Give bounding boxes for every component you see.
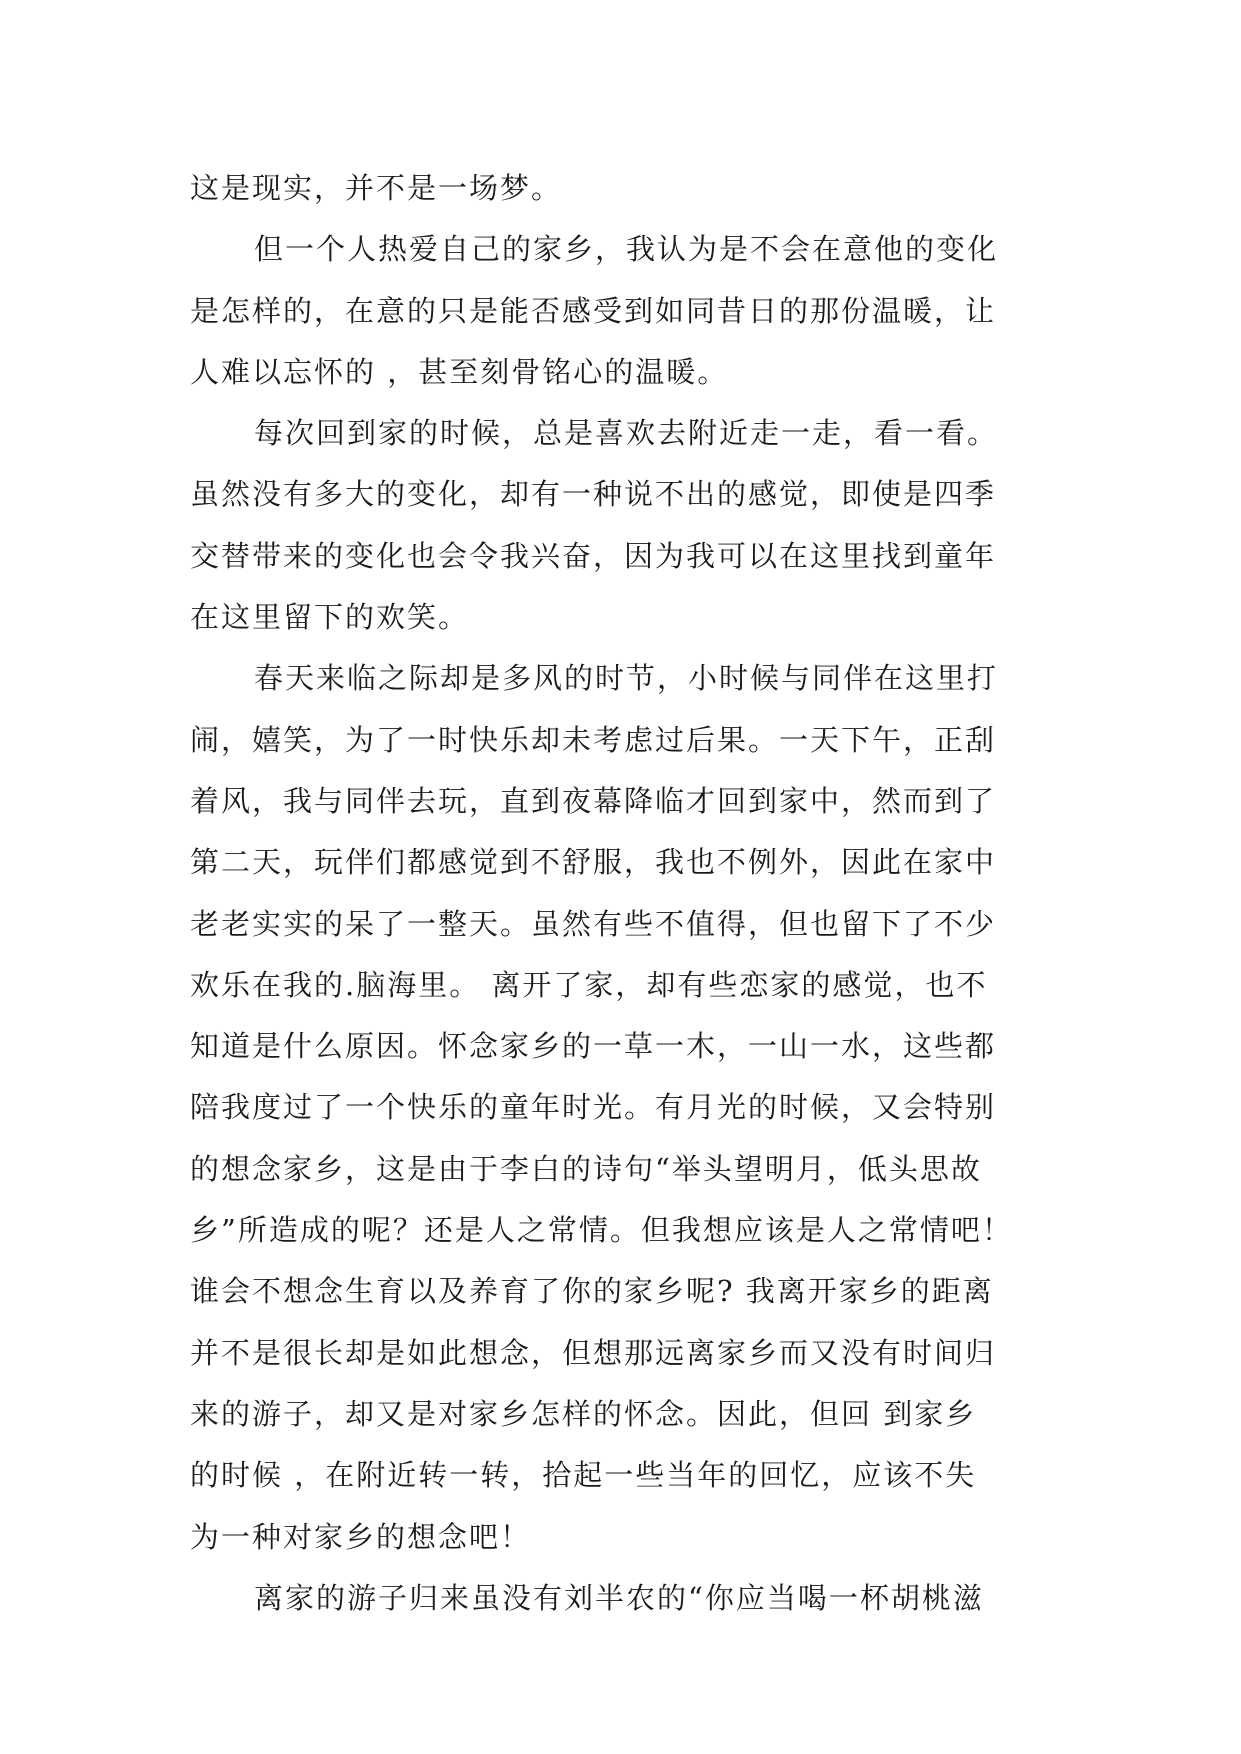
text-line: 陪我度过了一个快乐的童年时光。有月光的时候，又会特别 xyxy=(190,1090,997,1125)
text-line: 的想念家乡，这是由于李白的诗句“举头望明月，低头思故 xyxy=(190,1151,982,1186)
paragraph-first-line: 每次回到家的时候，总是喜欢去附近走一走，看一看。 xyxy=(254,416,999,451)
paragraph-first-line: 春天来临之际却是多风的时节，小时候与同伴在这里打 xyxy=(254,661,999,696)
paragraph-first-line: 离家的游子归来虽没有刘半农的“你应当喝一杯胡桃滋 xyxy=(254,1580,984,1615)
text-line: 虽然没有多大的变化，却有一种说不出的感觉，即使是四季 xyxy=(190,477,997,512)
text-line: 为一种对家乡的想念吧！ xyxy=(190,1519,532,1554)
text-line: 的时候 ，在附近转一转，拾起一些当年的回忆，应该不失 xyxy=(190,1458,977,1493)
text-line: 人难以忘怀的 ，甚至刻骨铭心的温暖。 xyxy=(190,354,729,389)
text-line: 欢乐在我的.脑海里。 离开了家，却有些恋家的感觉，也不 xyxy=(190,967,988,1002)
text-line: 知道是什么原因。怀念家乡的一草一木，一山一水，这些都 xyxy=(190,1029,997,1064)
text-line: 在这里留下的欢笑。 xyxy=(190,600,470,635)
text-line: 第二天，玩伴们都感觉到不舒服，我也不例外，因此在家中 xyxy=(190,845,997,880)
paragraph-first-line: 但一个人热爱自己的家乡，我认为是不会在意他的变化 xyxy=(254,232,999,267)
text-line: 老老实实的呆了一整天。虽然有些不值得，但也留下了不少 xyxy=(190,906,997,941)
body-text xyxy=(190,158,1050,1629)
text-line: 谁会不想念生育以及养育了你的家乡呢? 我离开家乡的距离 xyxy=(190,1274,994,1309)
text-line: 闹，嬉笑，为了一时快乐却未考虑过后果。一天下午，正刮 xyxy=(190,722,997,757)
text-line: 这是现实，并不是一场梦。 xyxy=(190,171,563,205)
text-line: 着风，我与同伴去玩，直到夜幕降临才回到家中，然而到了 xyxy=(190,783,997,818)
text-line: 乡”所造成的呢？还是人之常情。但我想应该是人之常情吧！ xyxy=(190,1213,1013,1248)
text-line: 是怎样的，在意的只是能否感受到如同昔日的那份温暖，让 xyxy=(190,293,997,328)
text-line: 来的游子，却又是对家乡怎样的怀念。因此，但回 到家乡 xyxy=(190,1396,977,1431)
text-line: 并不是很长却是如此想念，但想那远离家乡而又没有时间归 xyxy=(190,1335,997,1370)
text-line: 交替带来的变化也会令我兴奋，因为我可以在这里找到童年 xyxy=(190,538,997,573)
